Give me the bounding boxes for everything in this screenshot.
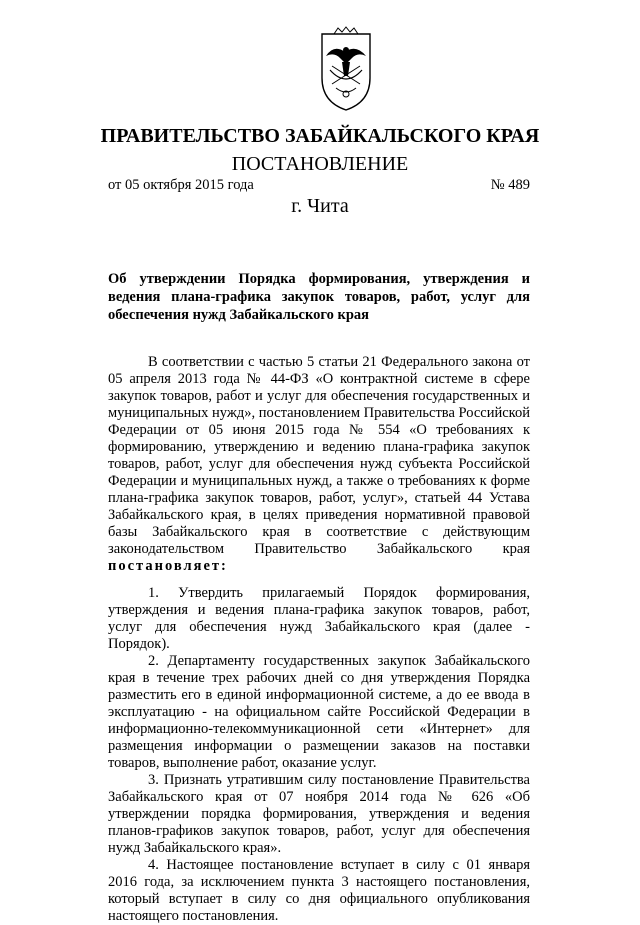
document-subject: Об утверждении Порядка формирования, утверждения и ведения плана-графика закупок товаров, работ, услуг для обеспечения нужд Забайкальского края bbox=[108, 271, 530, 323]
preamble-text: В соответствии с частью 5 статьи 21 Федерального закона от 05 апреля 2013 года № 44-ФЗ «О контрактной системе в сфере закупок товаров, работ и услуг для обеспечения государственных и муниципальных нужд», постановлением Правительства Российской Федерации от 05 июня 2015 года № 554 «О требованиях к формированию, утверждению и ведению плана-графика закупок товаров, работ, услуг для обеспечения нужд субъекта Российской Федерации и муниципальных нужд, а также о требованиях к форме плана-графика закупок товаров, работ, услуг», статьей 44 Устава Забайкальского края, в целях приведения нормативной правовой базы Забайкальского края в соответствие с действующим законодательством Правительство Забайкальского края bbox=[108, 354, 530, 557]
government-title: ПРАВИТЕЛЬСТВО ЗАБАЙКАЛЬСКОГО КРАЯ bbox=[100, 125, 540, 147]
item-paragraph: 1. Утвердить прилагаемый Порядок формирования, утверждения и ведения плана-графика закупок товаров, работ, услуг для обеспечения нужд Забайкальского края (далее - Порядок). bbox=[108, 585, 530, 652]
document-number: № 489 bbox=[490, 177, 530, 193]
item-paragraph: 3. Признать утратившим силу постановление Правительства Забайкальского края от 07 ноября 2014 года № 626 «Об утверждении порядка формирования, утверждения и ведения планов-графиков закупок товаров, работ, услуг для обеспечения нужд Забайкальского края». bbox=[108, 772, 530, 856]
preamble-paragraph bbox=[108, 354, 530, 575]
document-date: от 05 октября 2015 года bbox=[108, 177, 254, 193]
document-body bbox=[108, 354, 530, 925]
item-paragraph: 4. Настоящее постановление вступает в силу с 01 января 2016 года, за исключением пункта 3 настоящего постановления, который вступает в силу со дня официального опубликования настоящего постановления. bbox=[108, 857, 530, 924]
document-city: г. Чита bbox=[291, 195, 349, 217]
item-paragraph: 2. Департаменту государственных закупок Забайкальского края в течение трех рабочих дней со дня утверждения Порядка разместить его в единой информационной системе, а до ее ввода в эксплуатацию - на официальном сайте Российской Федерации в информационно-телекоммуникационной сети «Интернет» для размещения информации о размещении заказов на поставки товаров, выполнение работ, оказание услуг. bbox=[108, 653, 530, 771]
document-type: ПОСТАНОВЛЕНИЕ bbox=[231, 153, 409, 175]
decree-word: постановляет: bbox=[108, 558, 228, 574]
coat-of-arms-icon bbox=[312, 26, 380, 114]
